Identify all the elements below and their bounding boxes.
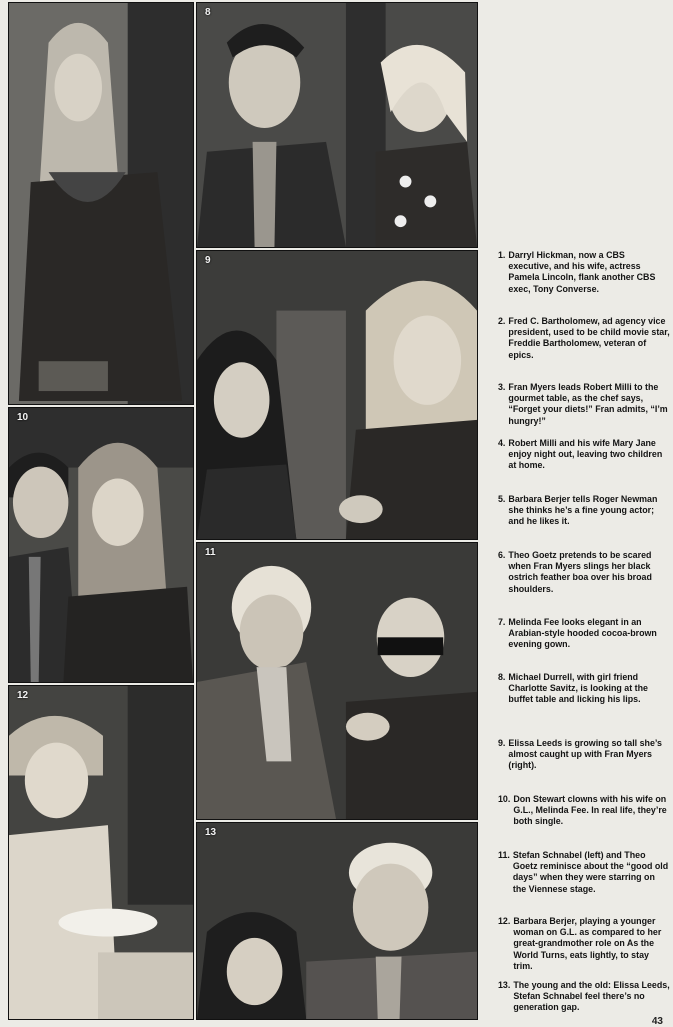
caption-text: Elissa Leeds is growing so tall she’s almost caught up with Fran Myers (right). bbox=[508, 738, 662, 771]
caption-text: Fred C. Bartholomew, ad agency vice president, used to be child movie star, Freddie Bartholomew, veteran of epics. bbox=[508, 316, 670, 360]
photo-number: 9 bbox=[205, 255, 211, 266]
photo-8-image bbox=[197, 3, 477, 247]
photo-number: 11 bbox=[205, 547, 216, 558]
photo-elissa-leeds-stefan-schnabel bbox=[196, 822, 478, 1020]
caption-text: Barbara Berjer, playing a younger woman on G.L. as compared to her great-grandmother role on As the World Turns, eats lightly, to stay trim. bbox=[513, 916, 662, 971]
caption-text: Barbara Berjer tells Roger Newman she thinks he’s a fine young actor; and he likes it. bbox=[508, 494, 658, 527]
caption-number: 10. bbox=[498, 794, 511, 804]
photo-number: 12 bbox=[17, 690, 29, 701]
photo-number: 10 bbox=[17, 412, 29, 423]
photo-barbara-berjer bbox=[8, 685, 194, 1020]
caption-item bbox=[498, 980, 670, 1014]
photo-11-image bbox=[197, 543, 477, 819]
caption-text: Theo Goetz pretends to be scared when Fran Myers slings her black ostrich feather boa over his broad shoulders. bbox=[508, 550, 652, 594]
caption-number: 13. bbox=[498, 980, 511, 990]
caption-number: 5. bbox=[498, 494, 506, 504]
photo-12-image bbox=[9, 686, 193, 1019]
caption-number: 4. bbox=[498, 438, 506, 448]
caption-item bbox=[498, 672, 670, 706]
caption-text: Melinda Fee looks elegant in an Arabian-style hooded cocoa-brown evening gown. bbox=[508, 617, 657, 650]
caption-number: 12. bbox=[498, 916, 511, 926]
caption-text: Darryl Hickman, now a CBS executive, and his wife, actress Pamela Lincoln, flank another CBS exec, Tony Converse. bbox=[508, 250, 656, 294]
caption-item bbox=[498, 617, 670, 651]
caption-number: 7. bbox=[498, 617, 506, 627]
photo-stefan-schnabel-theo-goetz bbox=[196, 542, 478, 820]
caption-number: 11. bbox=[498, 850, 510, 860]
photo-don-stewart-melinda-fee bbox=[8, 407, 194, 683]
caption-number: 2. bbox=[498, 316, 506, 326]
caption-item bbox=[498, 316, 670, 361]
caption-item bbox=[498, 850, 670, 895]
photo-number: 8 bbox=[205, 7, 211, 18]
page-number: 43 bbox=[651, 1016, 663, 1027]
caption-number: 6. bbox=[498, 550, 506, 560]
photo-13-image bbox=[197, 823, 477, 1019]
caption-text: The young and the old: Elissa Leeds, Stefan Schnabel feel there’s no generation gap. bbox=[513, 980, 670, 1013]
caption-item bbox=[498, 438, 670, 472]
photo-number: 13 bbox=[205, 827, 217, 838]
caption-item bbox=[498, 794, 670, 828]
caption-number: 1. bbox=[498, 250, 506, 260]
photo-michael-durrell bbox=[196, 2, 478, 248]
caption-item bbox=[498, 382, 670, 427]
photo-elissa-leeds-fran-myers bbox=[196, 250, 478, 540]
photo-7-image bbox=[9, 3, 193, 404]
caption-number: 3. bbox=[498, 382, 506, 392]
caption-number: 9. bbox=[498, 738, 506, 748]
caption-text: Don Stewart clowns with his wife on G.L., Melinda Fee. In real life, they’re both single. bbox=[513, 794, 667, 827]
caption-item bbox=[498, 550, 670, 595]
caption-text: Stefan Schnabel (left) and Theo Goetz reminisce about the “good old days” when they were starring on the Viennese stage. bbox=[512, 850, 669, 894]
caption-item bbox=[498, 916, 670, 972]
photo-10-image bbox=[9, 408, 193, 682]
caption-item bbox=[498, 250, 670, 295]
caption-number: 8. bbox=[498, 672, 506, 682]
photo-9-image bbox=[197, 251, 477, 539]
caption-item bbox=[498, 738, 670, 772]
caption-text: Fran Myers leads Robert Milli to the gourmet table, as the chef says, “Forget your diets!” Fran admits, “I’m hungry!” bbox=[508, 382, 668, 426]
caption-text: Michael Durrell, with girl friend Charlotte Savitz, is looking at the buffet table and licking his lips. bbox=[508, 672, 648, 705]
photo-melinda-fee bbox=[8, 2, 194, 405]
caption-item bbox=[498, 494, 670, 528]
caption-text: Robert Milli and his wife Mary Jane enjoy night out, leaving two children at home. bbox=[508, 438, 663, 471]
